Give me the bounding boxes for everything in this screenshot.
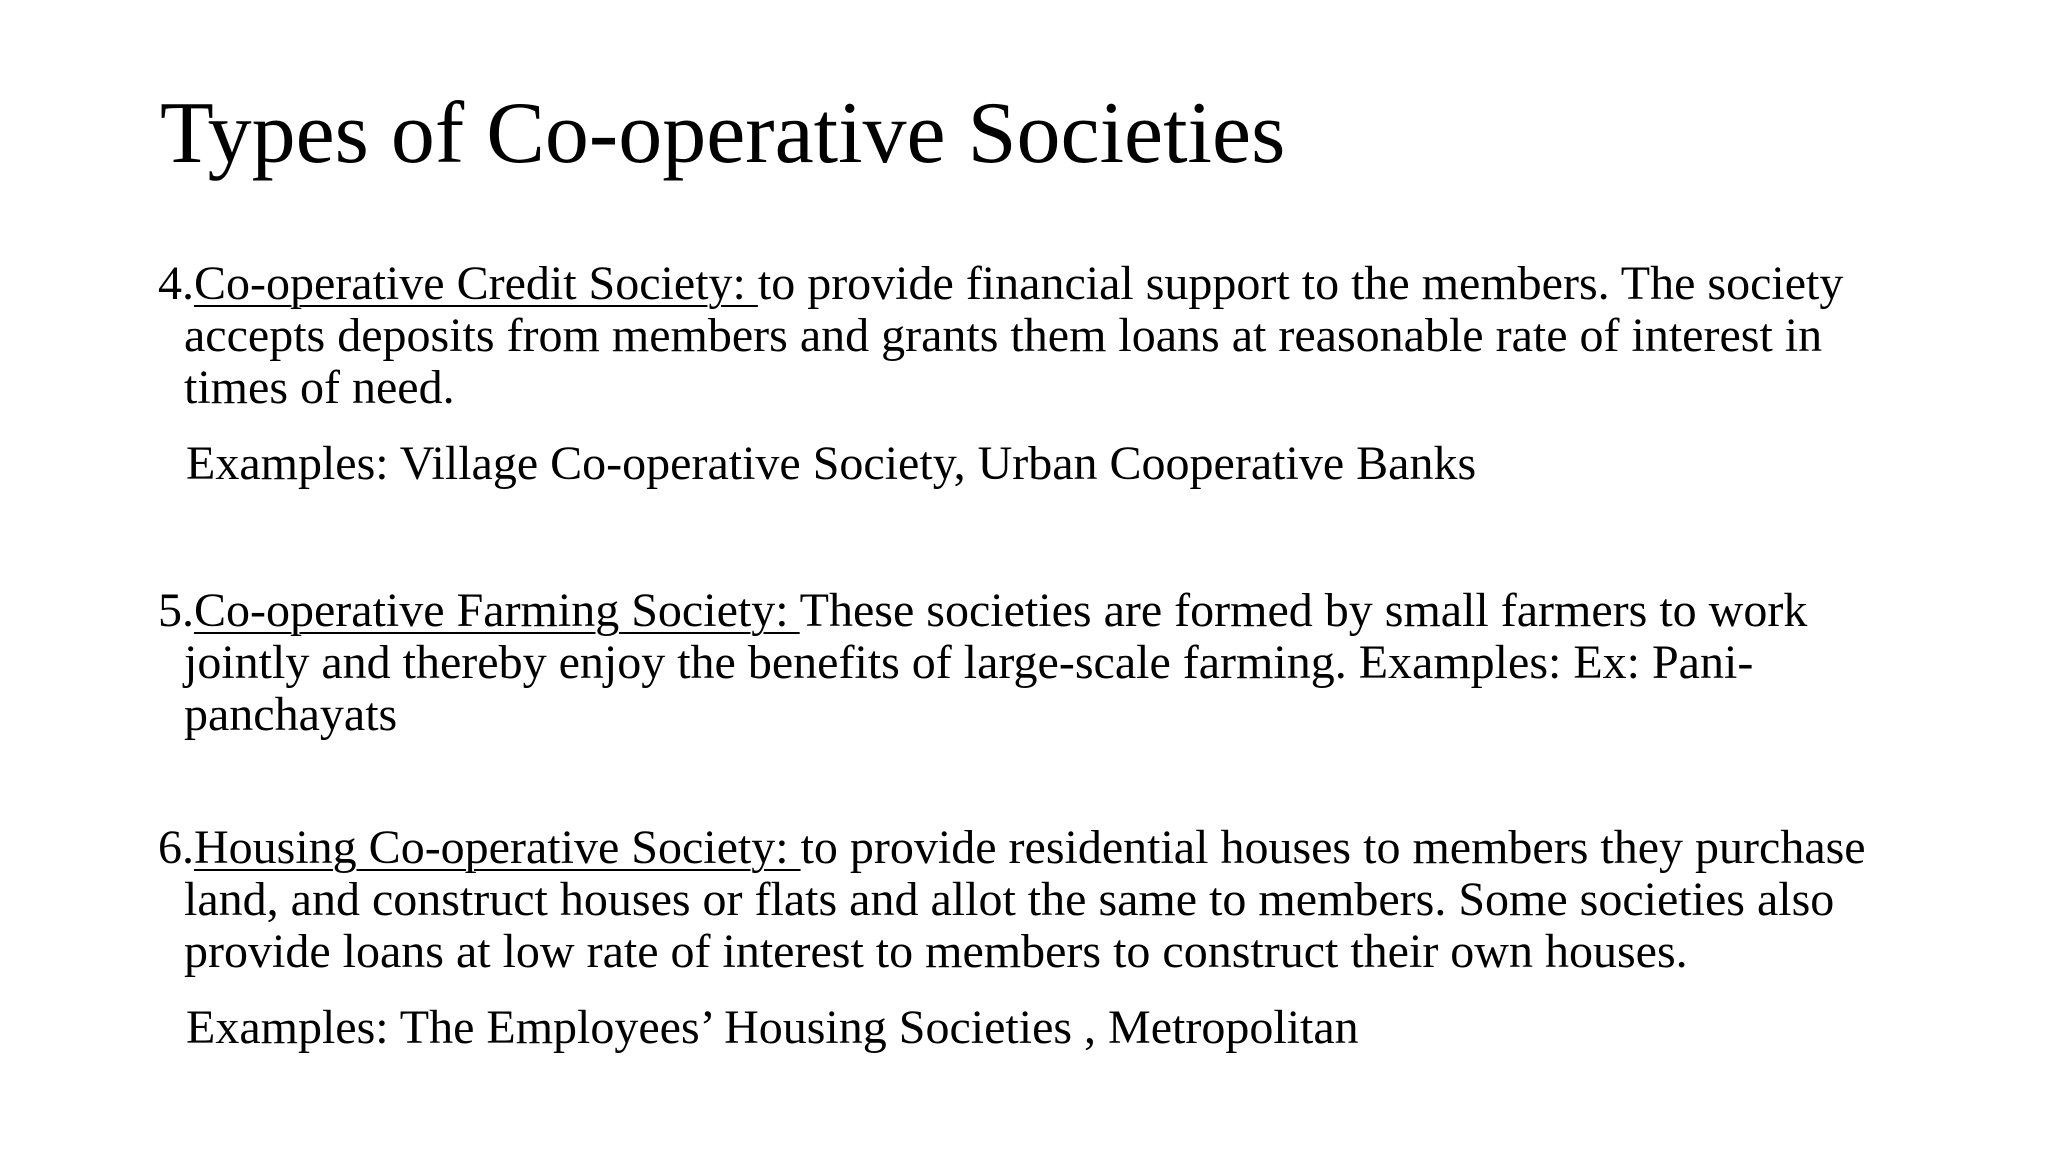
item-paragraph — [158, 822, 1938, 978]
item-heading: Housing Co-operative Society: — [194, 821, 801, 874]
item-heading: Co-operative Farming Society: — [194, 584, 800, 637]
list-item — [158, 258, 1938, 490]
item-examples: Examples: The Employees’ Housing Societies , Metropolitan — [186, 1001, 1359, 1054]
slide-title: Types of Co-operative Societies — [160, 85, 1286, 182]
item-heading: Co-operative Credit Society: — [194, 257, 758, 310]
item-examples: Examples: Village Co-operative Society, Urban Cooperative Banks — [186, 437, 1477, 490]
item-paragraph — [158, 585, 1938, 741]
item-text: to provide residential houses to members they purchase land, and construct houses or flats and allot the same to members. Some societies also provide loans at low rate of interest to members to construct their own houses. — [184, 821, 1866, 978]
list-item — [158, 585, 1938, 741]
item-number: 5. — [158, 584, 194, 637]
item-number: 6. — [158, 821, 194, 874]
item-number: 4. — [158, 257, 194, 310]
item-paragraph — [158, 258, 1938, 414]
list-item — [158, 822, 1938, 1054]
item-text: These societies are formed by small farmers to work jointly and thereby enjoy the benefits of large-scale farming. Examples: Ex: Pani-panchayats — [184, 584, 1808, 741]
item-text: to provide financial support to the members. The society accepts deposits from members and grants them loans at reasonable rate of interest in times of need. — [184, 257, 1844, 414]
